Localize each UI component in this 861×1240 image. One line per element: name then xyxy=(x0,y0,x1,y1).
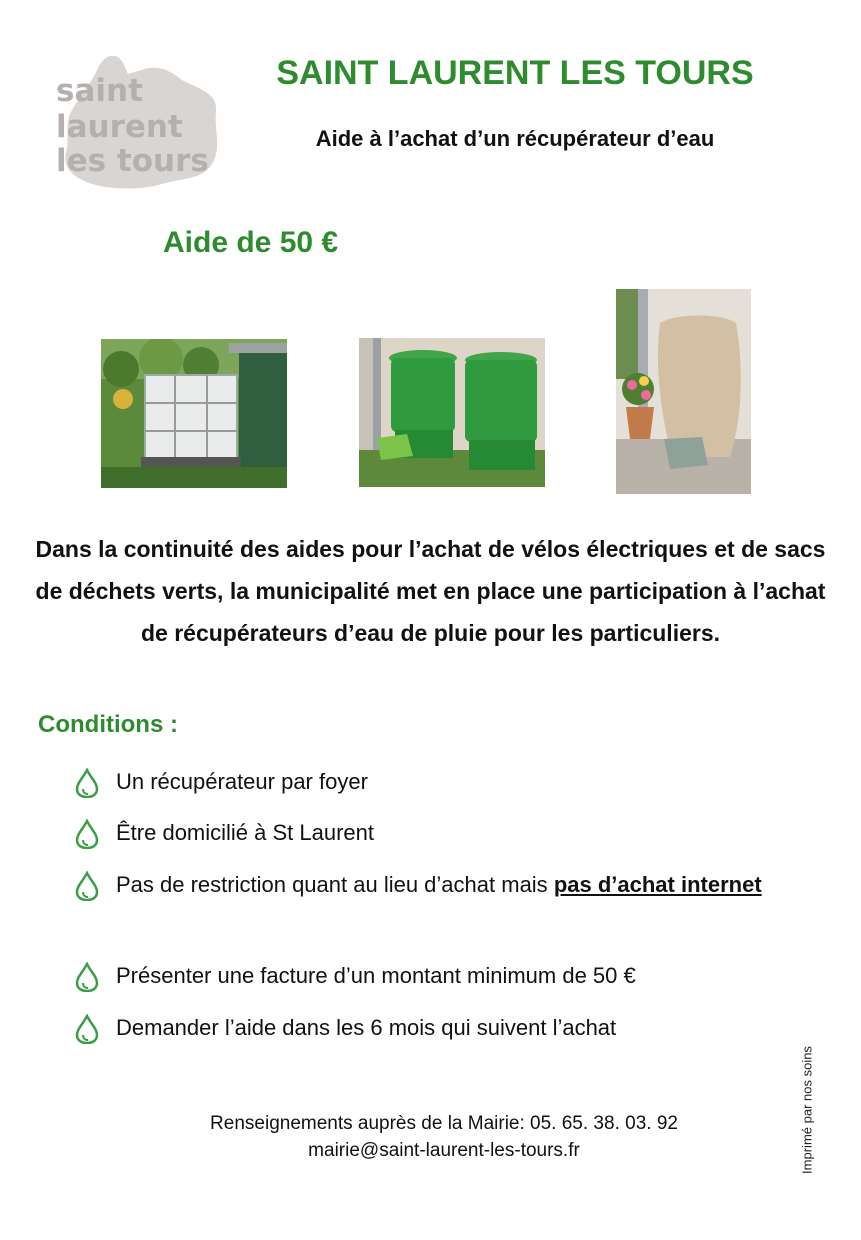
condition-text: Être domicilié à St Laurent xyxy=(116,820,375,845)
water-drop-icon xyxy=(74,768,100,798)
aid-amount-heading: Aide de 50 € xyxy=(163,226,339,259)
printed-note xyxy=(797,1030,817,1190)
logo-word-saint: saint xyxy=(56,73,143,109)
contact-block xyxy=(140,1110,748,1164)
condition-item-3 xyxy=(74,865,808,905)
contact-phone-line: Renseignements auprès de la Mairie: 05. 65. 38. 03. 92 xyxy=(210,1113,678,1134)
beige-urn-photo xyxy=(616,289,751,494)
condition-item-4 xyxy=(74,956,808,996)
water-drop-icon xyxy=(74,819,100,849)
conditions-heading: Conditions : xyxy=(38,711,178,738)
condition-text: Un récupérateur par foyer xyxy=(116,769,368,794)
intro-paragraph: Dans la continuité des aides pour l’achat de vélos électriques et de sacs de déchets verts, la municipalité met en place une participation à l’achat de récupérateurs d’eau de pluie pour les particuliers. xyxy=(35,536,826,646)
logo-word-laurent: laurent xyxy=(56,109,183,145)
page-title: SAINT LAURENT LES TOURS xyxy=(276,54,754,92)
condition-text: Présenter une facture d’un montant minimum de 50 € xyxy=(116,963,636,988)
condition-emphasis: pas d’achat internet xyxy=(553,872,762,897)
green-barrels-photo xyxy=(359,338,545,487)
page-subtitle: Aide à l’achat d’un récupérateur d’eau xyxy=(315,126,715,151)
condition-item-5 xyxy=(74,1008,808,1048)
ibc-tank-photo xyxy=(101,339,287,488)
condition-text: Pas de restriction quant au lieu d’achat mais xyxy=(116,872,554,897)
condition-text: Demander l’aide dans les 6 mois qui suivent l’achat xyxy=(116,1015,617,1040)
condition-item-1 xyxy=(74,762,808,802)
municipality-logo xyxy=(52,52,224,192)
water-drop-icon xyxy=(74,962,100,992)
logo-word-les-tours: les tours xyxy=(56,143,209,179)
water-drop-icon xyxy=(74,1014,100,1044)
water-drop-icon xyxy=(74,871,100,901)
contact-email[interactable]: mairie@saint-laurent-les-tours.fr xyxy=(308,1140,580,1161)
printed-note-text: Imprimé par nos soins xyxy=(799,1046,815,1174)
condition-text-wrap xyxy=(74,865,808,905)
condition-item-2 xyxy=(74,813,808,853)
